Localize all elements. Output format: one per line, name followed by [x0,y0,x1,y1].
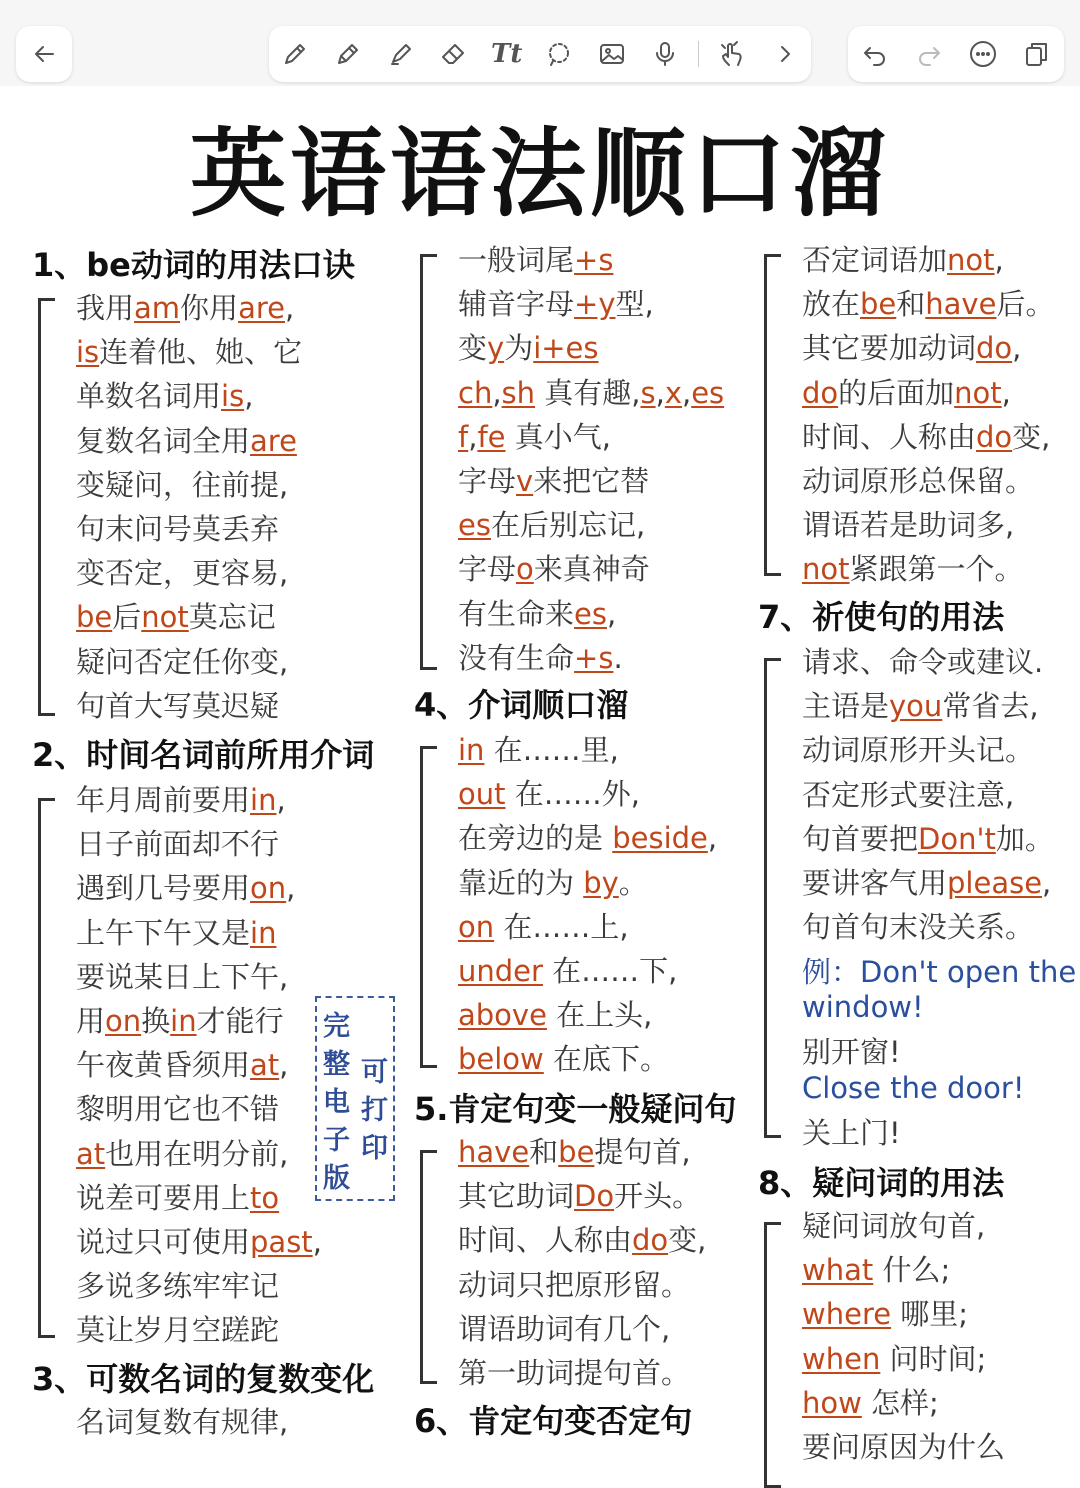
keyword-highlight: +s [574,640,614,675]
line-text: 要问原因为什么 [802,1430,1006,1464]
text-tool-label: Tt [490,39,523,69]
line-text: 时间、人称由 [458,1223,633,1258]
keyword-highlight: be [860,287,897,322]
line-text: , [284,291,295,325]
rhyme-line [802,1381,939,1422]
stamp-char: 打 [361,1095,388,1126]
line-text: 谓语助词有几个, [458,1311,671,1346]
lasso-icon[interactable] [539,34,579,74]
back-pill [16,26,72,82]
stamp-char: 版 [323,1163,350,1194]
line-text: 在……下, [542,954,678,988]
keyword-highlight: on [250,871,287,906]
keyword-highlight: to [250,1180,280,1215]
rhyme-line [802,684,1039,725]
rhyme-line [76,595,276,636]
rhyme-line [802,459,1034,500]
rhyme-line [802,861,1051,902]
keyword-highlight: in [170,1004,197,1038]
keyword-highlight: at [76,1136,106,1171]
line-text: , [1042,866,1052,900]
arrow-left-icon[interactable] [24,34,64,74]
line-text: 说差可要用上 [76,1180,251,1215]
keyword-highlight: s [640,375,656,410]
line-text: 句首句末没关系。 [802,910,1035,945]
keyword-highlight: o [516,552,534,587]
rhyme-line [802,817,1054,858]
rhyme-line [458,816,717,857]
line-text: 莫忘记 [188,600,276,635]
line-text: 疑问否定任你变, [76,644,289,679]
rhyme-line [802,371,1011,412]
keyword-highlight: beside [612,821,708,856]
keyword-highlight: in [250,783,277,817]
keyword-highlight: above [458,998,547,1033]
rhyme-line [76,1264,279,1305]
line-text: 在旁边的是 [458,821,613,856]
section-3-title: 3、可数名词的复数变化 [32,1360,375,1398]
line-text: 在……里, [484,733,619,767]
rhyme-line [76,911,276,952]
copy-pages-icon[interactable] [1017,34,1057,74]
line-text: 我用 [76,291,135,325]
line-text: 上午下午又是 [76,915,251,950]
rhyme-line [458,1307,670,1348]
line-text: 在后别忘记, [490,508,646,543]
line-text: 在……上, [494,909,629,944]
line-text: 没有生命 [458,640,575,675]
keyword-highlight: is [76,335,100,370]
line-text: , [286,871,296,906]
pencil-icon[interactable] [275,34,315,74]
line-text: 为 [504,331,534,366]
rhyme-line [76,1308,279,1349]
rhyme-line [76,640,288,681]
section-2-title: 2、时间名词前所用介词 [32,736,375,774]
stamp-char: 子 [323,1125,350,1156]
keyword-highlight: Do [574,1179,615,1214]
line-text: , [468,419,478,454]
stamp-char: 可 [361,1057,388,1088]
line-text: 字母 [458,464,517,498]
keyword-highlight: by [583,865,619,900]
rhyme-line [458,326,599,367]
keyword-highlight: not [947,243,995,277]
keyword-highlight: what [802,1253,874,1288]
chevron-right-icon[interactable] [765,34,805,74]
rhyme-line [458,547,650,588]
line-text: 加。 [995,821,1054,856]
line-text: 要说某日上下午, [76,959,289,994]
line-text: 时间、人称由 [802,419,977,454]
rhyme-line [802,1204,985,1245]
redo-icon[interactable] [909,34,949,74]
line-text: 紧跟第一个。 [849,552,1024,587]
line-text: , [1001,375,1011,410]
keyword-highlight: in [250,915,277,950]
app-toolbar [0,0,1080,86]
line-text: 也用在明分前, [105,1136,289,1171]
rhyme-line [458,949,677,990]
keyword-highlight: am [134,291,181,325]
keyword-highlight: are [238,291,285,325]
line-text: 否定形式要注意, [802,777,1015,812]
keyword-highlight: past [250,1225,313,1259]
rhyme-line [458,1037,669,1078]
section-2-bracket [38,798,55,1338]
rhyme-line [76,1132,288,1173]
line-text: 句首大写莫迟疑 [76,688,280,723]
line-text: 真有趣, [535,375,641,410]
rhyme-line [76,778,286,819]
line-text: 在底下。 [543,1042,669,1077]
section-1-bracket [38,298,55,716]
line-text: 要讲客气用 [802,866,948,900]
rhyme-line [76,1400,288,1441]
keyword-highlight: +s [574,243,614,277]
line-text: 哪里; [891,1297,969,1332]
example-line: Close the door! [802,1071,1025,1105]
line-text: 连着他、她、它 [99,335,303,370]
line-text: 开头。 [614,1179,702,1214]
line-text: 用 [76,1004,106,1038]
keyword-highlight: ch [458,375,493,410]
keyword-highlight: be [558,1135,595,1169]
section-1-title: 1、be动词的用法口诀 [32,246,355,284]
rhyme-line [802,1425,1005,1466]
keyword-highlight: have [458,1135,530,1169]
keyword-highlight: do [632,1223,669,1258]
keyword-highlight: under [458,954,543,988]
line-text: 句末问号莫丢弃 [76,512,280,546]
line-text: 动词原形开头记。 [802,733,1035,768]
line-text: 其它助词 [458,1179,575,1214]
line-text: 变, [668,1223,707,1258]
rhyme-line [458,1351,690,1392]
line-text: , [707,821,718,856]
rhyme-line [458,282,654,323]
line-text: 放在 [802,287,861,322]
line-text: , [606,596,617,631]
rhyme-line [76,419,297,460]
line-text: 真小气, [505,419,611,454]
keyword-highlight: do [802,375,839,410]
rhyme-line [802,238,1004,279]
more-icon[interactable] [963,34,1003,74]
example-line: 别开窗! [802,1035,901,1069]
keyword-highlight: not [954,375,1002,410]
line-text: 的后面加 [838,375,955,410]
line-text: 日子前面却不行 [76,827,280,862]
rhyme-line [458,415,611,456]
page-title: 英语语法顺口溜 [190,118,890,230]
line-text: , [655,375,665,410]
line-text: 动词只把原形留。 [458,1267,691,1302]
line-text: 疑问词放句首, [802,1209,986,1243]
rhyme-line [76,286,294,327]
line-text: 换 [141,1004,171,1038]
keyword-highlight: below [458,1042,544,1077]
rhyme-line [802,905,1034,946]
stamp-char: 整 [323,1049,350,1080]
keyword-highlight: have [925,287,997,322]
line-text: 在……外, [505,777,640,812]
image-icon[interactable] [592,34,632,74]
rhyme-line [802,547,1024,588]
rhyme-line [802,503,1014,544]
line-text: 问时间; [880,1341,987,1376]
rhyme-line [76,1043,288,1084]
rhyme-line [458,905,629,946]
line-text: 名词复数有规律, [76,1405,289,1439]
line-text: , [681,375,692,410]
line-text: 其它要加动词 [802,331,977,366]
line-text: 第一助词提句首。 [458,1356,691,1390]
rhyme-line [802,326,1021,367]
line-text: , [279,1048,289,1083]
line-text: 型, [615,287,654,322]
keyword-highlight: es [691,375,725,410]
rhyme-line [76,1176,279,1217]
stamp-char: 电 [323,1087,350,1118]
line-text: 常省去, [942,689,1039,724]
rhyme-line [458,728,619,769]
line-text: 复数名词全用 [76,423,251,458]
section-6-title: 6、肯定句变否定句 [414,1402,693,1440]
keyword-highlight: on [105,1004,142,1038]
keyword-highlight: x [664,375,682,410]
line-text: 有生命来 [458,596,575,631]
rhyme-line [802,1292,968,1333]
keyword-highlight: at [250,1048,280,1083]
rhyme-line [458,1130,691,1171]
keyword-highlight: are [250,423,297,458]
stamp-char: 印 [361,1133,388,1164]
keyword-highlight: do [976,331,1013,366]
line-text: 和 [896,287,926,322]
rhyme-line [458,371,724,412]
keyword-highlight: out [458,777,506,812]
keyword-highlight: not [802,552,850,587]
line-text: 说过只可使用 [76,1225,251,1259]
section-6-bracket [764,254,781,576]
rhyme-line [458,636,623,677]
keyword-highlight: when [802,1341,881,1376]
keyword-highlight: do [976,419,1013,454]
rhyme-line [458,1174,701,1215]
section-4-bracket [420,746,437,1068]
rhyme-line [802,640,1043,681]
line-text: , [312,1225,322,1259]
keyword-highlight: fe [477,419,506,454]
line-text: 你用 [180,291,239,325]
line-text: 怎样; [861,1385,939,1420]
keyword-highlight: how [802,1385,862,1420]
line-text: 变, [1012,419,1051,454]
drawing-tools-pill [269,26,811,82]
line-text: 黎明用它也不错 [76,1092,280,1127]
line-text: 提句首, [594,1135,691,1169]
rhyme-line [458,1263,690,1304]
section-5-bracket [420,1150,437,1384]
rhyme-line [76,684,279,725]
example-line: 关上门! [802,1116,901,1150]
rhyme-line [458,772,640,813]
history-pill [848,26,1064,82]
line-text: 才能行 [196,1004,284,1038]
line-text: 遇到几号要用 [76,871,251,906]
rhyme-line [802,282,1054,323]
rhyme-line [76,463,288,504]
line-text: 变疑问，往前提, [76,467,289,502]
line-text: 谓语若是助词多, [802,508,1015,543]
line-text: 在上头, [546,998,653,1033]
rhyme-line [802,728,1034,769]
keyword-highlight: on [458,909,495,944]
keyword-highlight: +y [574,287,616,322]
keyword-highlight: v [516,464,534,498]
rhyme-line [76,866,295,907]
line-text: 句首要把 [802,821,919,856]
line-text: 后 [112,600,142,635]
rhyme-line [76,999,284,1040]
highlighter-icon[interactable] [381,34,421,74]
rhyme-line [458,238,613,279]
section-3-bracket [420,254,437,670]
rhyme-line [802,1248,950,1289]
line-text: 字母 [458,552,517,587]
rhyme-line [458,993,652,1034]
rhyme-line [458,459,649,500]
rhyme-line [76,1220,322,1261]
undo-icon[interactable] [855,34,895,74]
text-tool-icon[interactable] [487,34,527,74]
line-text: 一般词尾 [458,243,575,277]
rhyme-line [802,415,1050,456]
line-text: 单数名词用 [76,379,222,414]
line-text: , [1012,331,1022,366]
rhyme-line [458,1218,706,1259]
hand-touch-icon[interactable] [712,34,752,74]
line-text: 请求、命令或建议. [802,645,1044,679]
section-5-title: 5.肯定句变一般疑问句 [414,1090,737,1128]
keyword-highlight: you [889,689,943,724]
line-text: 辅音字母 [458,287,575,322]
keyword-highlight: is [221,379,245,414]
section-7-title: 7、祈使句的用法 [758,598,1005,636]
keyword-highlight: es [574,596,607,631]
section-4-title: 4、介词顺口溜 [414,686,629,724]
keyword-highlight: please [947,866,1043,900]
stamp-char: 完 [323,1011,350,1042]
line-text: , [994,243,1004,277]
pen-icon[interactable] [328,34,368,74]
keyword-highlight: not [141,600,189,635]
rhyme-line [76,374,253,415]
keyword-highlight: i+es [533,331,599,366]
keyword-highlight: in [458,733,485,767]
line-text: 靠近的为 [458,865,584,900]
line-text: 来把它替 [533,464,650,498]
rhyme-line [458,861,648,902]
keyword-highlight: y [487,331,505,366]
keyword-highlight: Don't [918,821,996,856]
complete-printable-stamp [315,996,395,1201]
line-text: . [613,640,623,675]
rhyme-line [76,822,279,863]
section-7-bracket [764,658,781,1138]
rhyme-line [76,955,288,996]
rhyme-line [76,1087,279,1128]
line-text: , [492,375,502,410]
example-line: window! [802,990,924,1024]
line-text: 。 [618,865,648,900]
keyword-highlight: f [458,419,469,454]
keyword-highlight: sh [501,375,536,410]
line-text: 否定词语加 [802,243,948,277]
rhyme-line [458,503,645,544]
line-text: 变 [458,331,488,366]
rhyme-line [76,507,279,548]
rhyme-line [458,592,616,633]
line-text: 来真神奇 [533,552,650,587]
rhyme-line [802,773,1014,814]
line-text: , [244,379,254,414]
microphone-icon[interactable] [645,34,685,74]
keyword-highlight: es [458,508,491,543]
eraser-icon[interactable] [434,34,474,74]
rhyme-line [802,1337,986,1378]
keyword-highlight: where [802,1297,892,1332]
line-text: 午夜黄昏须用 [76,1048,251,1083]
section-8-title: 8、疑问词的用法 [758,1164,1005,1202]
line-text: 动词原形总保留。 [802,464,1035,498]
line-text: 变否定，更容易, [76,556,289,591]
line-text: 后。 [996,287,1055,322]
line-text: 什么; [873,1253,951,1288]
line-text: 莫让岁月空蹉跎 [76,1313,280,1348]
line-text: 年月周前要用 [76,783,251,817]
line-text: 和 [529,1135,559,1169]
line-text: , [276,783,286,817]
rhyme-line [76,330,302,371]
rhyme-line [76,551,288,592]
line-text: 主语是 [802,689,890,724]
example-line: 例：Don't open the [802,955,1077,989]
toolbar-divider [698,41,699,67]
section-8-bracket [764,1222,781,1488]
keyword-highlight: be [76,600,113,635]
line-text: 多说多练牢牢记 [76,1269,280,1304]
